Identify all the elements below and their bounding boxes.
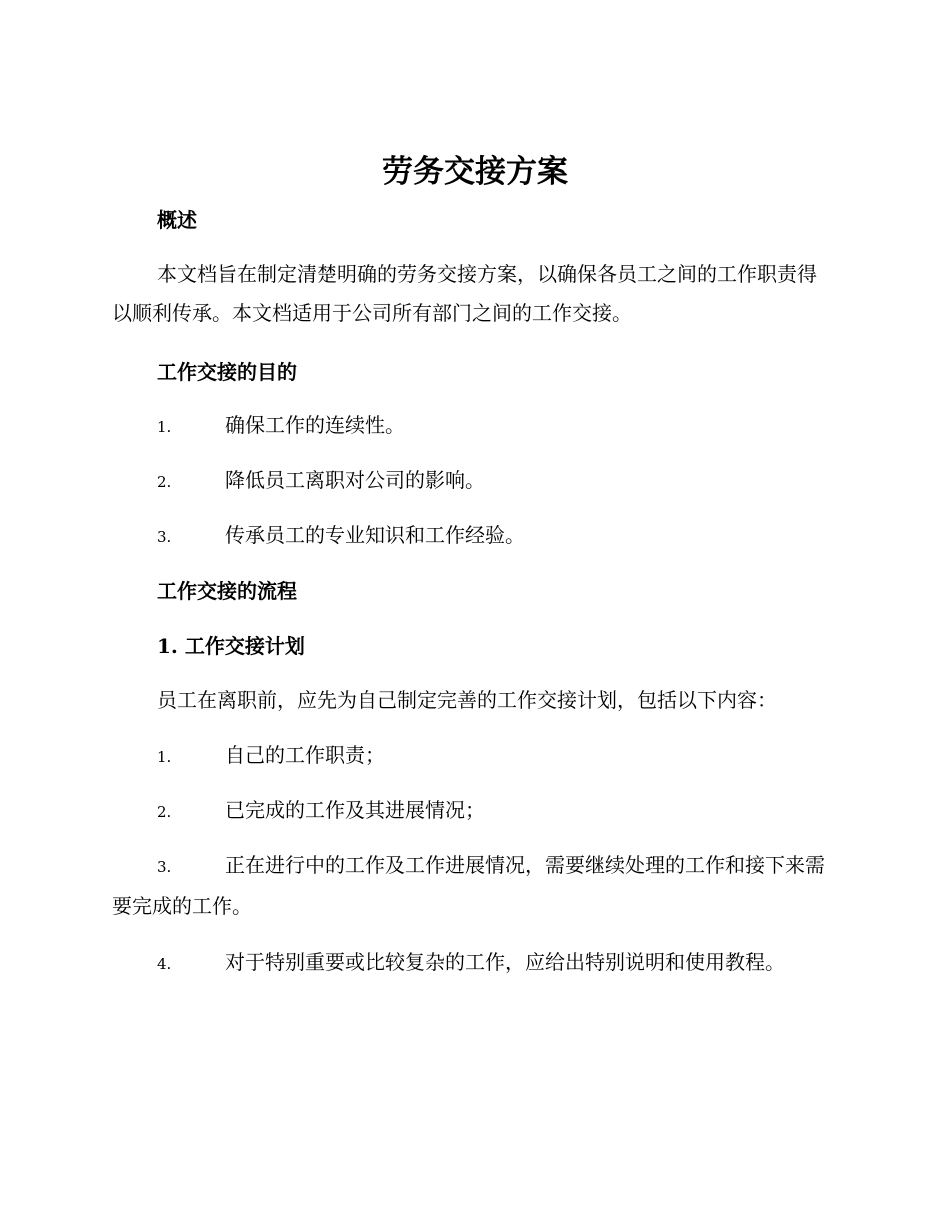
- section-heading-purpose: 工作交接的目的: [157, 360, 297, 384]
- list-item-text: 正在进行中的工作及工作进展情况，需要继续处理的工作和接下来需要完成的工作。: [112, 853, 825, 918]
- section-heading-process: 工作交接的流程: [157, 579, 297, 603]
- list-item-text: 确保工作的连续性。: [225, 413, 405, 437]
- list-item: [112, 406, 836, 447]
- list-item: [112, 791, 836, 832]
- list-item-text: 自己的工作职责；: [225, 743, 385, 767]
- plan-intro-paragraph: 员工在离职前，应先为自己制定完善的工作交接计划，包括以下内容：: [157, 688, 777, 712]
- list-item-text: 对于特别重要或比较复杂的工作，应给出特别说明和使用教程。: [225, 950, 785, 974]
- subsection-heading-plan: 1. 工作交接计划: [157, 634, 305, 658]
- document-title: 劳务交接方案: [382, 154, 568, 190]
- list-item-number: 1.: [157, 418, 172, 436]
- list-item-text: 传承员工的专业知识和工作经验。: [225, 523, 525, 547]
- list-item-number: 4.: [157, 955, 172, 973]
- overview-paragraph: 本文档旨在制定清楚明确的劳务交接方案，以确保各员工之间的工作职责得以顺利传承。本文档适用于公司所有部门之间的工作交接。: [112, 262, 817, 325]
- section-heading-overview: 概述: [157, 208, 197, 232]
- list-item-number: 1.: [157, 748, 172, 766]
- list-item-text: 降低员工离职对公司的影响。: [225, 468, 485, 492]
- list-item-number: 2.: [157, 473, 172, 491]
- list-item-number: 3.: [157, 858, 172, 876]
- list-item: [112, 846, 836, 926]
- list-item: [112, 516, 836, 557]
- list-item: [112, 736, 836, 777]
- list-item-number: 3.: [157, 528, 172, 546]
- list-item-text: 已完成的工作及其进展情况；: [225, 798, 485, 822]
- list-item: [112, 461, 836, 502]
- list-item: [112, 943, 836, 984]
- list-item-number: 2.: [157, 803, 172, 821]
